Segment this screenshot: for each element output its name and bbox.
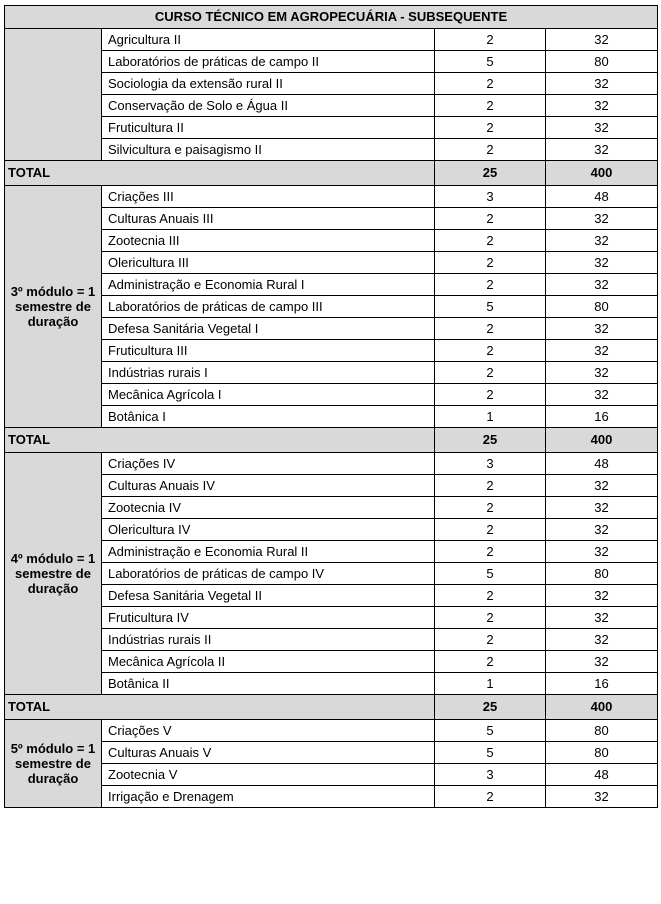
discipline-name: Indústrias rurais I	[102, 362, 435, 384]
discipline-credits: 2	[435, 29, 546, 51]
discipline-name: Silvicultura e paisagismo II	[102, 139, 435, 161]
discipline-credits: 2	[435, 318, 546, 340]
total-credits: 25	[435, 428, 546, 453]
discipline-credits: 2	[435, 362, 546, 384]
total-hours: 400	[546, 428, 658, 453]
table-row	[5, 475, 658, 497]
discipline-name: Laboratórios de práticas de campo III	[102, 296, 435, 318]
table-row	[5, 497, 658, 519]
discipline-name: Laboratórios de práticas de campo IV	[102, 563, 435, 585]
discipline-hours: 32	[546, 117, 658, 139]
table-row	[5, 742, 658, 764]
discipline-credits: 2	[435, 73, 546, 95]
discipline-credits: 2	[435, 475, 546, 497]
discipline-name: Defesa Sanitária Vegetal II	[102, 585, 435, 607]
discipline-name: Mecânica Agrícola I	[102, 384, 435, 406]
discipline-hours: 80	[546, 742, 658, 764]
discipline-hours: 32	[546, 73, 658, 95]
discipline-hours: 48	[546, 453, 658, 475]
total-label: TOTAL	[5, 695, 435, 720]
table-row	[5, 208, 658, 230]
discipline-credits: 2	[435, 585, 546, 607]
total-row	[5, 428, 658, 453]
curriculum-sheet	[4, 5, 657, 899]
discipline-credits: 1	[435, 673, 546, 695]
table-row	[5, 541, 658, 563]
discipline-credits: 2	[435, 384, 546, 406]
discipline-hours: 32	[546, 208, 658, 230]
discipline-name: Zootecnia V	[102, 764, 435, 786]
discipline-hours: 48	[546, 764, 658, 786]
discipline-credits: 3	[435, 186, 546, 208]
discipline-credits: 5	[435, 720, 546, 742]
total-row	[5, 695, 658, 720]
table-row	[5, 296, 658, 318]
table-row	[5, 585, 658, 607]
discipline-hours: 32	[546, 139, 658, 161]
discipline-hours: 48	[546, 186, 658, 208]
discipline-credits: 3	[435, 453, 546, 475]
discipline-hours: 32	[546, 475, 658, 497]
discipline-credits: 2	[435, 252, 546, 274]
table-row	[5, 563, 658, 585]
table-row	[5, 362, 658, 384]
discipline-credits: 1	[435, 406, 546, 428]
course-title: CURSO TÉCNICO EM AGROPECUÁRIA - SUBSEQUENTE	[5, 6, 658, 29]
module-label: 5º módulo = 1 semestre de duração	[5, 720, 102, 808]
discipline-hours: 16	[546, 673, 658, 695]
discipline-name: Culturas Anuais IV	[102, 475, 435, 497]
discipline-name: Irrigação e Drenagem	[102, 786, 435, 808]
discipline-credits: 2	[435, 629, 546, 651]
table-row	[5, 230, 658, 252]
discipline-name: Administração e Economia Rural II	[102, 541, 435, 563]
discipline-credits: 2	[435, 497, 546, 519]
table-row	[5, 186, 658, 208]
discipline-credits: 2	[435, 274, 546, 296]
module-label: 4º módulo = 1 semestre de duração	[5, 453, 102, 695]
discipline-hours: 32	[546, 519, 658, 541]
discipline-credits: 5	[435, 51, 546, 73]
module-label	[5, 29, 102, 161]
discipline-credits: 2	[435, 607, 546, 629]
discipline-hours: 32	[546, 318, 658, 340]
discipline-name: Botânica II	[102, 673, 435, 695]
table-row	[5, 252, 658, 274]
discipline-hours: 32	[546, 497, 658, 519]
discipline-hours: 32	[546, 230, 658, 252]
table-row	[5, 117, 658, 139]
discipline-name: Mecânica Agrícola II	[102, 651, 435, 673]
table-header-row	[5, 6, 658, 29]
total-label: TOTAL	[5, 161, 435, 186]
table-row	[5, 453, 658, 475]
discipline-hours: 32	[546, 252, 658, 274]
discipline-name: Laboratórios de práticas de campo II	[102, 51, 435, 73]
discipline-credits: 3	[435, 764, 546, 786]
discipline-hours: 32	[546, 541, 658, 563]
total-hours: 400	[546, 161, 658, 186]
discipline-name: Botânica I	[102, 406, 435, 428]
discipline-name: Olericultura IV	[102, 519, 435, 541]
discipline-name: Defesa Sanitária Vegetal I	[102, 318, 435, 340]
total-label: TOTAL	[5, 428, 435, 453]
discipline-credits: 2	[435, 786, 546, 808]
discipline-hours: 80	[546, 720, 658, 742]
table-row	[5, 673, 658, 695]
discipline-credits: 5	[435, 296, 546, 318]
discipline-name: Culturas Anuais III	[102, 208, 435, 230]
discipline-credits: 2	[435, 541, 546, 563]
total-credits: 25	[435, 695, 546, 720]
discipline-name: Culturas Anuais V	[102, 742, 435, 764]
discipline-name: Criações V	[102, 720, 435, 742]
discipline-name: Fruticultura IV	[102, 607, 435, 629]
discipline-hours: 80	[546, 563, 658, 585]
discipline-name: Fruticultura II	[102, 117, 435, 139]
discipline-name: Fruticultura III	[102, 340, 435, 362]
discipline-hours: 32	[546, 786, 658, 808]
discipline-credits: 2	[435, 340, 546, 362]
discipline-name: Agricultura II	[102, 29, 435, 51]
table-row	[5, 519, 658, 541]
table-row	[5, 51, 658, 73]
table-row	[5, 629, 658, 651]
table-row	[5, 274, 658, 296]
discipline-hours: 80	[546, 51, 658, 73]
discipline-name: Criações III	[102, 186, 435, 208]
total-row	[5, 161, 658, 186]
table-row	[5, 651, 658, 673]
curriculum-table	[4, 5, 658, 808]
discipline-name: Sociologia da extensão rural II	[102, 73, 435, 95]
discipline-hours: 32	[546, 384, 658, 406]
discipline-hours: 32	[546, 362, 658, 384]
discipline-credits: 2	[435, 519, 546, 541]
discipline-name: Administração e Economia Rural I	[102, 274, 435, 296]
discipline-hours: 32	[546, 340, 658, 362]
table-row	[5, 95, 658, 117]
table-row	[5, 139, 658, 161]
discipline-credits: 2	[435, 651, 546, 673]
discipline-hours: 32	[546, 274, 658, 296]
discipline-name: Zootecnia III	[102, 230, 435, 252]
discipline-credits: 2	[435, 230, 546, 252]
discipline-hours: 32	[546, 585, 658, 607]
discipline-hours: 32	[546, 607, 658, 629]
discipline-hours: 32	[546, 629, 658, 651]
discipline-hours: 32	[546, 29, 658, 51]
discipline-credits: 5	[435, 563, 546, 585]
table-row	[5, 720, 658, 742]
table-row	[5, 607, 658, 629]
table-row	[5, 384, 658, 406]
discipline-credits: 2	[435, 139, 546, 161]
total-credits: 25	[435, 161, 546, 186]
discipline-name: Zootecnia IV	[102, 497, 435, 519]
table-row	[5, 764, 658, 786]
discipline-credits: 2	[435, 208, 546, 230]
discipline-credits: 2	[435, 95, 546, 117]
table-row	[5, 29, 658, 51]
discipline-name: Olericultura III	[102, 252, 435, 274]
discipline-hours: 32	[546, 95, 658, 117]
discipline-credits: 2	[435, 117, 546, 139]
discipline-name: Conservação de Solo e Água II	[102, 95, 435, 117]
discipline-credits: 5	[435, 742, 546, 764]
discipline-name: Indústrias rurais II	[102, 629, 435, 651]
table-row	[5, 786, 658, 808]
table-row	[5, 73, 658, 95]
table-row	[5, 318, 658, 340]
discipline-hours: 16	[546, 406, 658, 428]
total-hours: 400	[546, 695, 658, 720]
module-label: 3º módulo = 1 semestre de duração	[5, 186, 102, 428]
discipline-hours: 32	[546, 651, 658, 673]
table-row	[5, 340, 658, 362]
table-row	[5, 406, 658, 428]
discipline-name: Criações IV	[102, 453, 435, 475]
discipline-hours: 80	[546, 296, 658, 318]
